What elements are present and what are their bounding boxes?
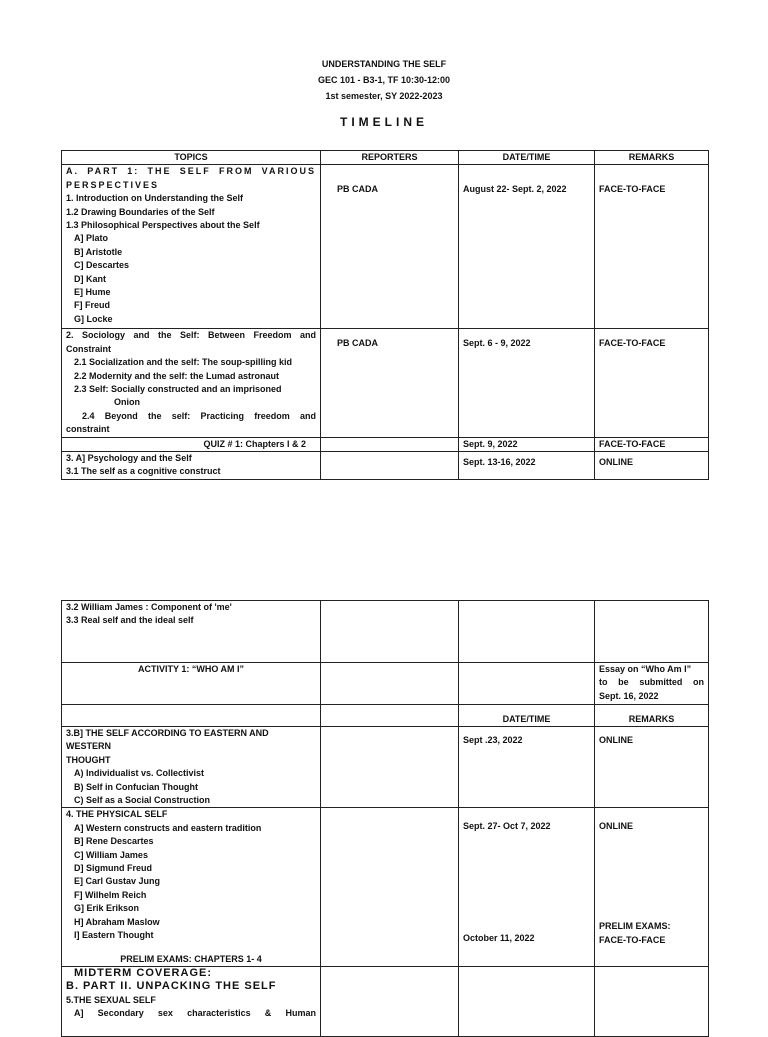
- reporter-cell: [321, 966, 459, 1036]
- list-item: Onion: [114, 397, 140, 408]
- datetime-cell: [459, 601, 595, 663]
- table-row: [62, 452, 709, 480]
- datetime-cell: [459, 663, 595, 705]
- table-row: [62, 165, 709, 329]
- list-item: 3.B] THE SELF ACCORDING TO EASTERN AND WESTERN: [66, 728, 269, 752]
- datetime-cell: Sept. 9, 2022: [459, 437, 595, 451]
- topic-cell: [62, 705, 321, 727]
- reporter-cell: [321, 452, 459, 480]
- physical-self-remarks: ONLINE: [599, 821, 634, 832]
- list-item: constraint: [66, 424, 110, 435]
- list-item: 1.2 Drawing Boundaries of the Self: [66, 206, 215, 217]
- prelim-remarks: FACE-TO-FACE: [599, 935, 666, 946]
- topic-cell: [62, 727, 321, 808]
- list-item: B] Aristotle: [74, 246, 123, 257]
- remarks-cell: FACE-TO-FACE: [595, 437, 709, 451]
- list-item: D] Sigmund Freud: [74, 863, 152, 874]
- part2-title: B. PART II. UNPACKING THE SELF: [66, 980, 277, 993]
- prelim-label: PRELIM EXAMS: CHAPTERS 1- 4: [120, 953, 262, 964]
- remarks-cell: [595, 601, 709, 663]
- topic-cell: [62, 165, 321, 329]
- header-topics: TOPICS: [62, 151, 321, 165]
- remarks-cell: [595, 966, 709, 1036]
- list-item: THOUGHT: [66, 754, 111, 765]
- topic-cell: [62, 452, 321, 480]
- list-item: B] Rene Descartes: [74, 836, 154, 847]
- reporter-cell: [321, 705, 459, 727]
- list-item: G] Erik Erikson: [74, 903, 140, 914]
- list-item: 1. Introduction on Understanding the Self: [66, 193, 243, 204]
- header-remarks: REMARKS: [595, 151, 709, 165]
- datetime-cell: August 22- Sept. 2, 2022: [459, 165, 595, 329]
- reporter-cell: [321, 808, 459, 966]
- topic-cell: [62, 808, 321, 966]
- list-item: 3.1 The self as a cognitive construct: [66, 466, 221, 477]
- list-item: 3.2 William James : Component of 'me': [66, 602, 232, 612]
- part1-title-cont: PERSPECTIVES: [66, 179, 160, 190]
- list-item: E] Carl Gustav Jung: [74, 876, 161, 887]
- datetime-cell: [459, 808, 595, 966]
- remarks-cell: FACE-TO-FACE: [595, 165, 709, 329]
- list-item: F] Freud: [74, 300, 110, 311]
- list-item: D] Kant: [74, 273, 106, 284]
- topic-cell: [62, 329, 321, 437]
- table-row: [62, 601, 709, 663]
- list-item: 3.3 Real self and the ideal self: [66, 615, 194, 626]
- list-item: 2.1 Socialization and the self: The soup-spilling kid: [74, 357, 293, 368]
- datetime-cell: [459, 966, 595, 1036]
- list-item: 5.THE SEXUAL SELF: [66, 994, 156, 1005]
- reporter-cell: PB CADA: [321, 329, 459, 437]
- activity-remarks: to be submitted on: [599, 677, 704, 688]
- table-row: [62, 808, 709, 966]
- table-row: [62, 329, 709, 437]
- reporter-cell: [321, 663, 459, 705]
- remarks-cell: ONLINE: [595, 727, 709, 808]
- reporter-cell: [321, 727, 459, 808]
- list-item: C) Self as a Social Construction: [74, 795, 211, 806]
- course-title: UNDERSTANDING THE SELF: [321, 59, 447, 69]
- header-reporters: REPORTERS: [321, 151, 459, 165]
- reporter-cell: [321, 437, 459, 451]
- prelim-date: October 11, 2022: [463, 933, 535, 944]
- list-item: A] Western constructs and eastern tradition: [74, 822, 262, 833]
- timeline-table-2: [61, 600, 709, 1037]
- part1-title: A. PART 1: THE SELF FROM VARIOUS: [66, 166, 316, 177]
- table-row: [62, 966, 709, 1036]
- table-row: [62, 727, 709, 808]
- list-item: A] Plato: [74, 233, 109, 244]
- datetime-cell: Sept. 6 - 9, 2022: [459, 329, 595, 437]
- list-item: A] Secondary sex characteristics & Human: [74, 1008, 316, 1019]
- list-item: 1.3 Philosophical Perspectives about the Self: [66, 220, 260, 231]
- activity-remarks: Sept. 16, 2022: [599, 690, 659, 701]
- quiz-label: QUIZ # 1: Chapters I & 2: [62, 437, 321, 451]
- list-item: E] Hume: [74, 287, 111, 298]
- list-item: 2.4 Beyond the self: Practicing freedom and: [82, 410, 316, 421]
- subheader-row: [62, 705, 709, 727]
- table-row: [62, 437, 709, 451]
- list-item: G] Locke: [74, 313, 113, 324]
- subheader-remarks: REMARKS: [595, 705, 709, 727]
- list-item: 3. A] Psychology and the Self: [66, 453, 192, 464]
- activity-remarks: Essay on “Who Am I”: [599, 664, 692, 674]
- remarks-cell: FACE-TO-FACE: [595, 329, 709, 437]
- prelim-remarks: PRELIM EXAMS:: [599, 921, 671, 932]
- list-item: C] William James: [74, 849, 148, 860]
- table-header-row: [62, 151, 709, 165]
- semester: 1st semester, SY 2022-2023: [325, 91, 443, 101]
- datetime-cell: Sept .23, 2022: [459, 727, 595, 808]
- physical-self-date: Sept. 27- Oct 7, 2022: [463, 821, 551, 832]
- topic-cell: [62, 966, 321, 1036]
- list-item: 2. Sociology and the Self: Between Freedom and: [66, 330, 316, 341]
- datetime-cell: Sept. 13-16, 2022: [459, 452, 595, 480]
- list-item: B) Self in Confucian Thought: [74, 781, 198, 792]
- list-item: 2.2 Modernity and the self: the Lumad astronaut: [74, 370, 280, 381]
- reporter-cell: PB CADA: [321, 165, 459, 329]
- list-item: 4. THE PHYSICAL SELF: [66, 809, 168, 820]
- remarks-cell: ONLINE: [595, 452, 709, 480]
- reporter-cell: [321, 601, 459, 663]
- list-item: C] Descartes: [74, 260, 130, 271]
- remarks-cell: [595, 663, 709, 705]
- table-row: [62, 663, 709, 705]
- list-item: Constraint: [66, 343, 111, 354]
- timeline-title: TIMELINE: [340, 115, 428, 129]
- list-item: H] Abraham Maslow: [74, 916, 160, 927]
- topic-cell: [62, 601, 321, 663]
- course-code: GEC 101 - B3-1, TF 10:30-12:00: [317, 75, 451, 85]
- subheader-datetime: DATE/TIME: [459, 705, 595, 727]
- list-item: 2.3 Self: Socially constructed and an imprisoned: [74, 384, 282, 395]
- remarks-cell: [595, 808, 709, 966]
- activity-label: ACTIVITY 1: “WHO AM I”: [62, 663, 321, 705]
- midterm-coverage: MIDTERM COVERAGE:: [74, 966, 212, 979]
- list-item: I] Eastern Thought: [74, 930, 154, 941]
- timeline-table-1: [61, 150, 709, 480]
- document-header: [0, 56, 768, 104]
- list-item: F] Wilhelm Reich: [74, 889, 147, 900]
- list-item: A) Individualist vs. Collectivist: [74, 768, 205, 779]
- header-datetime: DATE/TIME: [459, 151, 595, 165]
